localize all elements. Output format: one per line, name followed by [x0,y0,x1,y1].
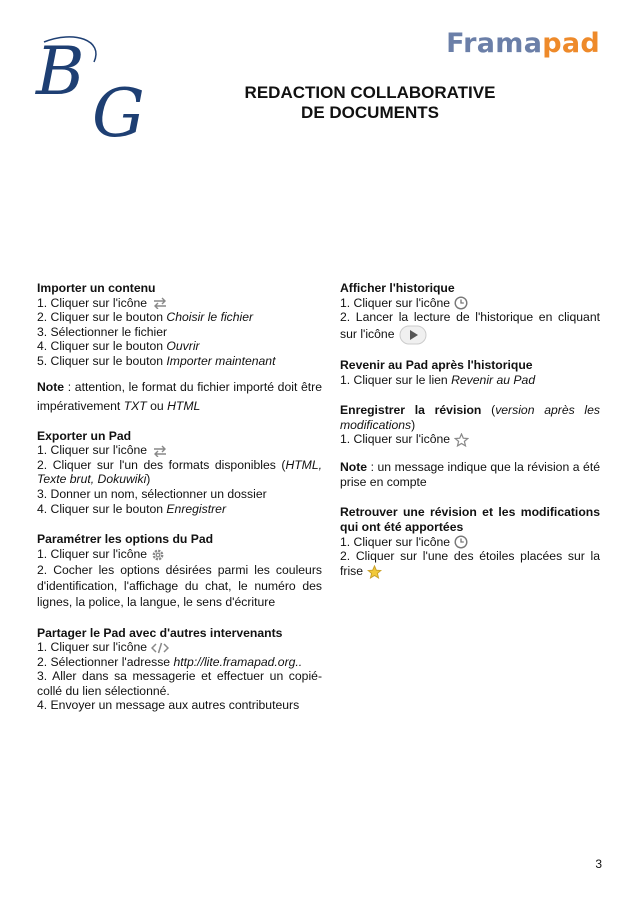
export-step-1 [37,443,322,458]
export-step-4-em: Enregistrer [166,501,227,516]
title-line1: REDACTION COLLABORATIVE [244,83,496,102]
save-paren-pre: ( [481,403,496,418]
return-section [340,358,600,387]
import-step-1-text: 1. Cliquer sur l'icône [37,295,148,310]
framapad-brand [446,28,600,59]
import-step-1 [37,296,322,311]
note-text-2: ou [146,398,168,413]
export-step-2 [37,458,322,487]
history-step-2-text: 2. Lancer la lecture de l'historique en cliquant sur l'icône [340,310,600,342]
svg-text:G: G [92,75,145,142]
page-number: 3 [595,857,602,871]
settings-step-1-text: 1. Cliquer sur l'icône [37,546,148,561]
save-heading-line [340,403,600,432]
import-step-4-pre: 4. Cliquer sur le bouton [37,339,167,354]
import-step-5-em: Importer maintenant [166,353,276,368]
return-heading: Revenir au Pad après l'historique [340,357,533,372]
export-step-2-post: ) [146,472,151,487]
code-icon [151,642,169,654]
import-section [37,281,322,369]
export-step-4 [37,502,322,517]
import-heading: Importer un contenu [37,281,156,295]
find-step-2 [340,549,600,578]
export-section [37,429,322,517]
share-heading: Partager le Pad avec d'autres intervenants [37,625,283,640]
share-section [37,626,322,714]
note-label: Note [340,460,368,475]
import-step-3: 3. Sélectionner le fichier [37,324,168,339]
find-section [340,505,600,578]
save-step-1 [340,432,600,447]
history-step-2 [340,310,600,345]
title-line2: DE DOCUMENTS [301,103,439,122]
gear-icon [151,548,165,562]
find-step-1-text: 1. Cliquer sur l'icône [340,534,451,549]
note-text-1: : attention, le format du fichier importé doit être impérativement [37,379,322,413]
import-step-4-em: Ouvrir [166,339,200,354]
settings-step-1 [37,547,322,562]
export-step-2-em: HTML, Texte brut, Dokuwiki [37,457,322,487]
save-note [340,460,600,489]
share-step-4: 4. Envoyer un message aux autres contributeurs [37,698,300,713]
find-step-2-text: 2. Cliquer sur l'une des étoiles placées sur la frise [340,549,600,578]
return-step-1 [340,373,600,388]
import-step-2-pre: 2. Cliquer sur le bouton [37,310,167,325]
share-step-2-pre: 2. Sélectionner l'adresse [37,654,174,669]
clock-icon [454,296,468,310]
export-step-2-pre: 2. Cliquer sur l'un des formats disponibles ( [37,457,286,472]
page-title [205,83,535,123]
export-step-1-text: 1. Cliquer sur l'icône [37,443,148,458]
export-heading: Exporter un Pad [37,428,132,443]
history-heading: Afficher l'historique [340,281,455,295]
history-step-1 [340,296,600,311]
right-column [340,281,600,592]
save-paren-post: ) [411,417,416,432]
find-heading: Retrouver une révision et les modifications qui ont été apportées [340,505,600,534]
share-step-1-text: 1. Cliquer sur l'icône [37,640,148,655]
import-step-4 [37,339,322,354]
brand-part1: Frama [446,28,543,59]
export-step-3: 3. Donner un nom, sélectionner un dossier [37,486,267,501]
share-step-3: 3. Aller dans sa messagerie et effectuer un copié-collé du lien sélectionné. [37,669,322,698]
star-filled-icon [367,565,382,579]
import-step-2 [37,310,322,325]
note-format-2: HTML [167,398,201,413]
left-column [37,281,322,726]
save-section [340,403,600,447]
return-step-1-pre: 1. Cliquer sur le lien [340,372,452,387]
note-label: Note [37,379,65,394]
history-section [340,281,600,345]
history-step-1-text: 1. Cliquer sur l'icône [340,295,451,310]
import-note [37,378,322,416]
export-step-4-pre: 4. Cliquer sur le bouton [37,501,167,516]
play-icon [399,325,427,345]
share-step-2-em: http://lite.framapad.org.. [173,654,303,669]
return-step-1-em: Revenir au Pad [451,372,536,387]
save-step-1-text: 1. Cliquer sur l'icône [340,432,451,447]
settings-heading: Paramétrer les options du Pad [37,532,214,547]
note-format-1: TXT [123,398,147,413]
swap-arrows-icon [151,297,169,309]
svg-text:B: B [36,33,85,110]
settings-step-2: 2. Cocher les options désirées parmi les couleurs d'identification, l'affichage du chat, le numéro des lignes, la police, la langue, le sens d'écriture [37,562,322,609]
find-step-1 [340,535,600,550]
star-outline-icon [454,433,469,447]
brand-part2: pad [542,28,600,59]
import-step-2-em: Choisir le fichier [166,310,254,325]
share-step-2 [37,655,322,670]
bg-logo [34,32,174,142]
note-text: : un message indique que la révision a été prise en compte [340,460,600,489]
clock-icon [454,535,468,549]
share-step-1 [37,640,322,655]
import-step-5-pre: 5. Cliquer sur le bouton [37,353,167,368]
swap-arrows-icon [151,445,169,457]
import-step-5 [37,354,322,369]
save-paren-em: version après les modifications [340,403,600,432]
settings-section [37,532,322,609]
save-heading: Enregistrer la révision [340,403,482,418]
